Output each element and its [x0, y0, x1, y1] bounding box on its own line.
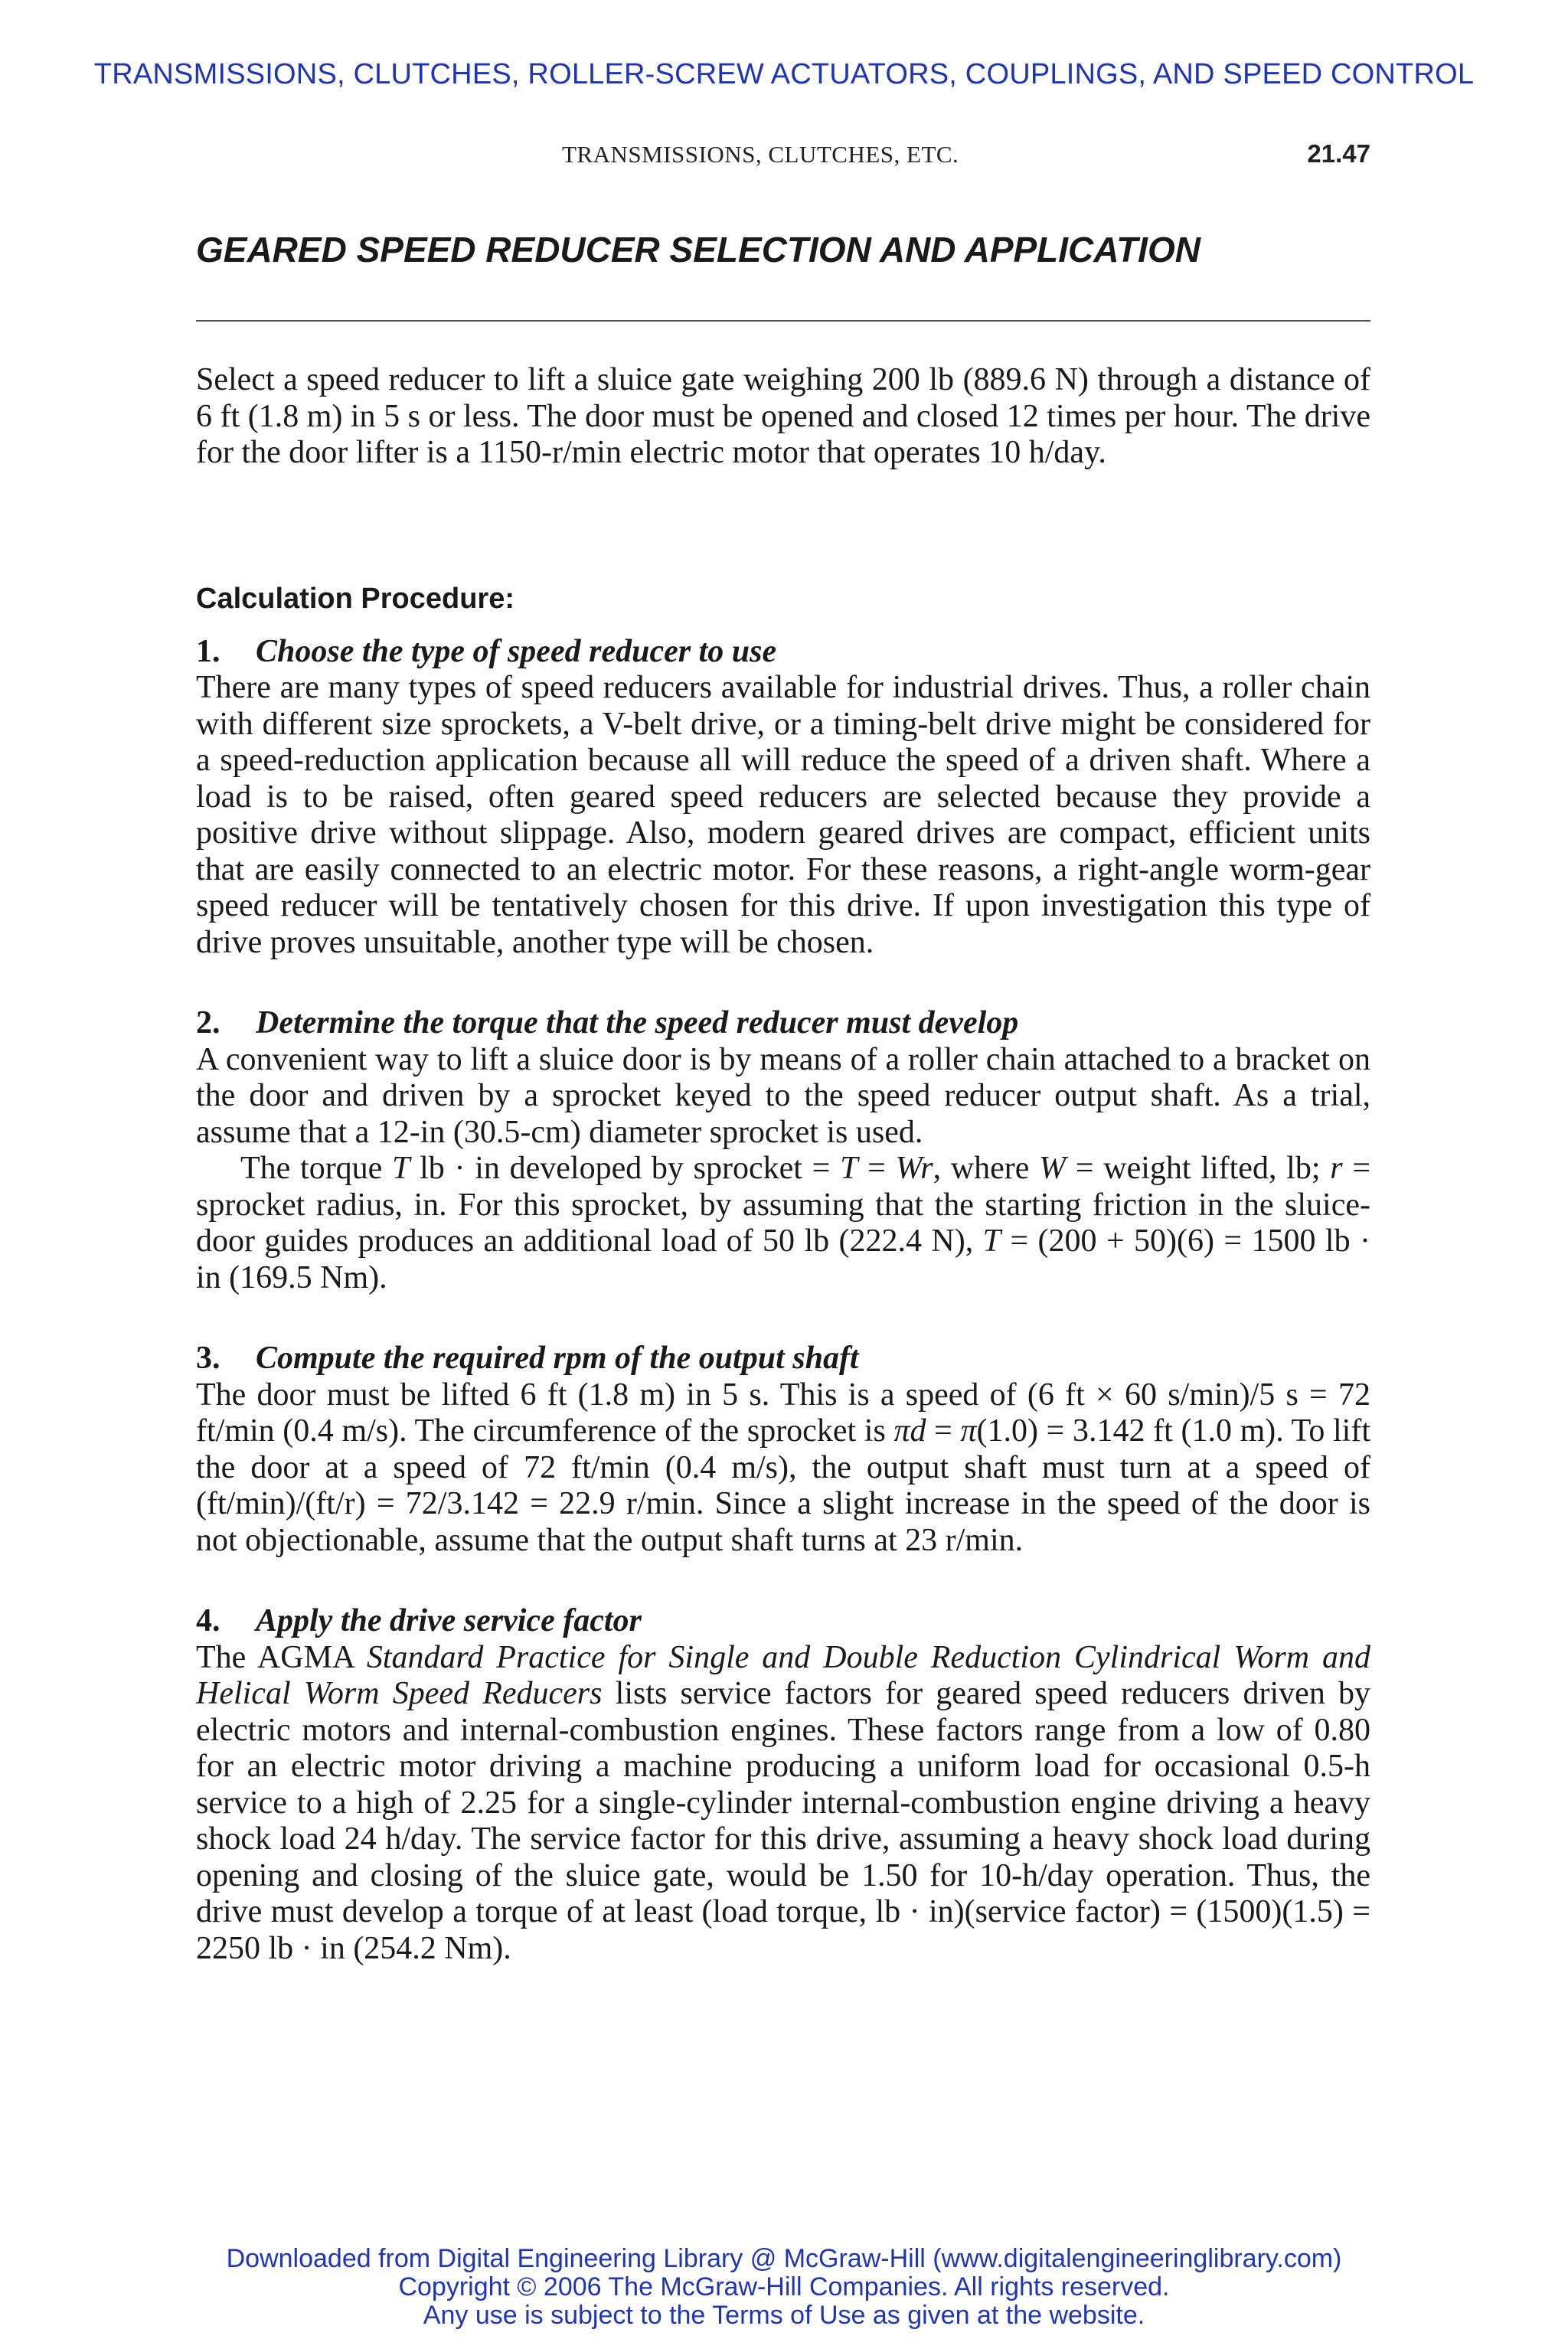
symbol-r: r [920, 1151, 933, 1186]
page-content [196, 362, 1370, 1967]
step-body [196, 1640, 1370, 1968]
symbol-T: T [840, 1151, 858, 1186]
step-title: Choose the type of speed reducer to use [256, 633, 777, 669]
footer [0, 2245, 1568, 2330]
step-number: 1. [196, 633, 220, 669]
step-heading [196, 1005, 1370, 1042]
step-3 [196, 1341, 1370, 1559]
text-run: = (200 + 50)(6) = 1500 lb · in (169.5 Nm). [196, 1223, 1370, 1295]
symbol-W: W [895, 1151, 921, 1186]
running-title: TRANSMISSIONS, CLUTCHES, ETC. [562, 141, 959, 168]
symbol-T: T [982, 1223, 1001, 1259]
running-head [196, 139, 1370, 178]
text-run: The AGMA [196, 1639, 367, 1675]
standard-title: Standard Practice for Single and Double Reduction Cylindrical Worm and Helical Worm Speed Reducers [196, 1639, 1371, 1711]
footer-copyright: Copyright © 2006 The McGraw-Hill Companies. All rights reserved. [398, 2272, 1170, 2301]
step-title: Determine the torque that the speed reducer must develop [256, 1005, 1019, 1040]
symbol-T: T [392, 1151, 410, 1186]
book-banner[interactable]: TRANSMISSIONS, CLUTCHES, ROLLER-SCREW ACTUATORS, COUPLINGS, AND SPEED CONTROL [93, 58, 1475, 90]
step-4 [196, 1603, 1370, 1967]
text-run: = sprocket radius, in. For this sprocket, by assuming that the starting friction in the sluice-door guides produces an additional load of 50 lb (222.4 N), [196, 1151, 1371, 1259]
problem-statement: Select a speed reducer to lift a sluice gate weighing 200 lb (889.6 N) through a distance of 6 ft (1.8 m) in 5 s or less. The door must be opened and closed 12 times per hour. The drive for the door lifter is a 1150-r/min electric motor that operates 10 h/day. [196, 362, 1370, 470]
step-body: A convenient way to lift a sluice door is by means of a roller chain attached to a bracket on the door and driven by a sprocket keyed to the speed reducer output shaft. As a trial, assume that a 12-in (30.5-cm) diameter sprocket is used. [196, 1041, 1370, 1150]
step-number: 3. [196, 1341, 220, 1376]
symbol-r: r [1330, 1151, 1343, 1186]
step-heading [196, 1603, 1370, 1640]
page-number: 21.47 [1307, 139, 1370, 168]
symbol-pi: π [960, 1413, 977, 1449]
text-run: = [926, 1413, 961, 1449]
step-title: Apply the drive service factor [256, 1603, 642, 1638]
text-run: (1.0) = 3.142 ft (1.0 m). To lift the door at a speed of 72 ft/min (0.4 m/s), the output shaft must turn at a speed of (ft/min)/(ft/r) = 72/3.142 = 22.9 r/min. Since a slight increase in the speed of the door is not objectionable, assume that the output shaft turns at 23 r/min. [196, 1413, 1371, 1558]
step-title: Compute the required rpm of the output shaft [256, 1341, 859, 1376]
step-1 [196, 634, 1370, 962]
symbol-W: W [1039, 1151, 1067, 1186]
text-run: The torque [240, 1151, 393, 1186]
step-heading [196, 1341, 1370, 1377]
title-rule [196, 320, 1370, 322]
step-number: 4. [196, 1603, 220, 1638]
text-run: , where [933, 1151, 1040, 1186]
step-body: There are many types of speed reducers available for industrial drives. Thus, a roller chain with different size sprockets, a V-belt drive, or a timing-belt drive might be considered for a speed-reduction application because all will reduce the speed of a driven shaft. Where a load is to be raised, often geared speed reducers are selected because they provide a positive drive without slippage. Also, modern geared drives are compact, efficient units that are easily connected to an electric motor. For these reasons, a right-angle worm-gear speed reducer will be tentatively chosen for this drive. If upon investigation this type of drive proves unsuitable, another type will be chosen. [196, 670, 1370, 960]
text-run: lb · in developed by sprocket = [410, 1151, 841, 1186]
footer-terms-link[interactable]: Any use is subject to the Terms of Use as given at the website. [423, 2301, 1145, 2330]
footer-download-link[interactable]: Downloaded from Digital Engineering Library @ McGraw-Hill (www.digitalengineeringlibrary.com) [226, 2244, 1342, 2273]
step-body-continued [196, 1151, 1370, 1296]
step-body [196, 1377, 1370, 1560]
symbol-pi-d: πd [893, 1413, 926, 1449]
step-number: 2. [196, 1005, 220, 1040]
calculation-procedure-heading: Calculation Procedure: [196, 582, 514, 615]
text-run: lists service factors for geared speed reducers driven by electric motors and internal-combustion engines. These factors range from a low of 0.80 for an electric motor driving a machine producing a uniform load for occasional 0.5-h service to a high of 2.25 for a single-cylinder internal-combustion engine driving a heavy shock load 24 h/day. The service factor for this drive, assuming a heavy shock load during opening and closing of the sluice gate, would be 1.50 for 10-h/day operation. Thus, the drive must develop a torque of at least (load torque, lb · in)(service factor) = (1500)(1.5) = 2250 lb · in (254.2 Nm). [196, 1676, 1370, 1966]
section-title: GEARED SPEED REDUCER SELECTION AND APPLICATION [196, 230, 1200, 270]
step-2 [196, 1005, 1370, 1296]
text-run: The door must be lifted 6 ft (1.8 m) in 5 s. This is a speed of (6 ft × 60 s/min)/5 s = 72 ft/min (0.4 m/s). The circumference of the sprocket is [196, 1377, 1370, 1449]
text-run: = [858, 1151, 896, 1186]
step-heading [196, 634, 1370, 671]
text-run: = weight lifted, lb; [1066, 1151, 1331, 1186]
